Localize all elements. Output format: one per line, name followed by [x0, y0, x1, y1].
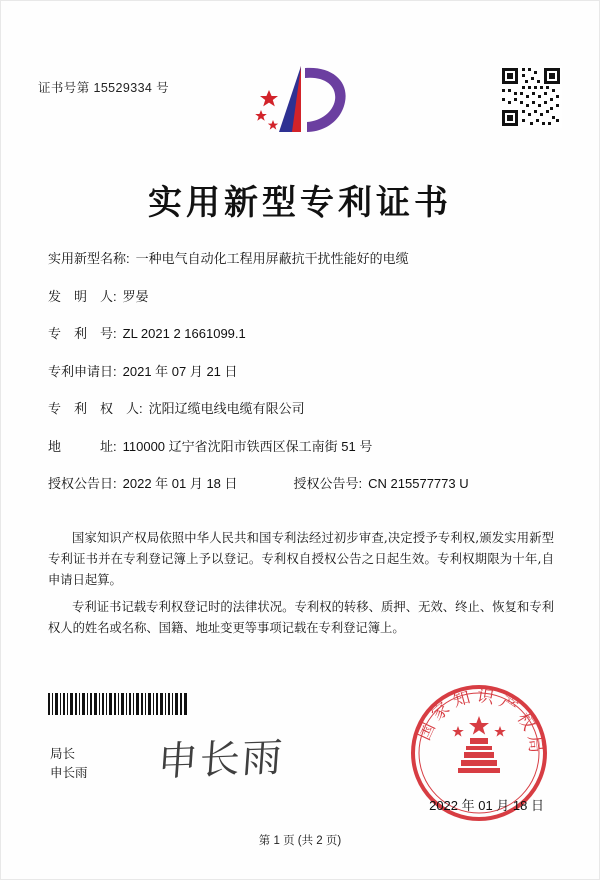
field-value: 一种电气自动化工程用屏蔽抗干扰性能好的电缆	[135, 251, 409, 266]
certificate-number: 证书号第 15529334 号	[38, 81, 170, 95]
field-label: 实用新型名称:	[48, 251, 130, 266]
field-patentee	[48, 398, 558, 417]
field-utility-model-name	[48, 248, 558, 267]
field-address	[48, 436, 558, 455]
field-application-date	[48, 361, 558, 380]
field-label: 专利申请日:	[48, 363, 117, 379]
field-patent-number	[48, 323, 558, 342]
field-value: 罗晏	[122, 288, 149, 304]
barcode-icon	[48, 693, 188, 715]
seal-text: 国家知识产权局	[414, 686, 546, 759]
field-value: ZL 2021 2 1661099.1	[122, 326, 246, 341]
field-value: 2021 年 07 月 21 日	[122, 363, 238, 379]
grant-number-value: CN 215577773 U	[368, 476, 469, 491]
grant-number-label: 授权公告号:	[293, 476, 363, 491]
legal-text-block	[48, 528, 554, 645]
cnipa-logo-icon	[245, 62, 355, 142]
paragraph-1: 国家知识产权局依照中华人民共和国专利法经过初步审查,决定授予专利权,颁发实用新型专利证书并在专利登记簿上予以登记。专利权自授权公告之日起生效。专利权期限为十年,自申请日起算。	[48, 531, 554, 587]
field-label: 专 利 权 人:	[48, 401, 143, 416]
field-inventor	[48, 286, 558, 305]
field-grant-row	[48, 473, 558, 492]
field-label: 专 利 号:	[48, 326, 117, 341]
page-footer: 第 1 页 (共 2 页)	[258, 835, 342, 847]
grant-date-label: 授权公告日:	[48, 476, 117, 491]
grant-date-value: 2022 年 01 月 18 日	[122, 476, 238, 491]
handwritten-signature: 申长雨	[155, 734, 286, 786]
signature-block	[50, 745, 88, 783]
page-title: 实用新型专利证书	[148, 183, 452, 223]
paragraph-2: 专利证书记载专利权登记时的法律状况。专利权的转移、质押、无效、终止、恢复和专利权人的姓名或名称、国籍、地址变更等事项记载在专利登记簿上。	[48, 600, 554, 635]
seal-date: 2022 年 01 月 18 日	[429, 798, 544, 813]
fields-block	[48, 248, 558, 511]
field-value: 110000 辽宁省沈阳市铁西区保工南街 51 号	[122, 438, 373, 454]
qr-code-icon	[500, 66, 562, 128]
director-name: 申长雨	[50, 766, 88, 780]
director-role-label: 局长	[50, 747, 76, 761]
field-label: 发 明 人:	[48, 288, 117, 304]
field-value: 沈阳辽缆电线电缆有限公司	[148, 401, 305, 416]
field-label: 地 址:	[48, 438, 117, 454]
